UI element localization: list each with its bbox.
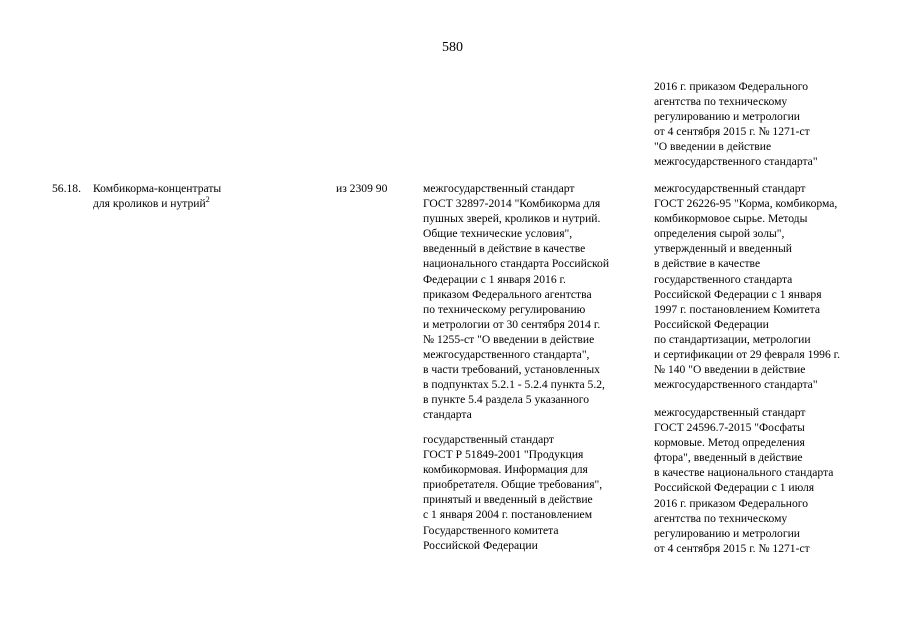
text-line: ГОСТ 32897-2014 "Комбикорма для [423,197,601,211]
text-line: приобретателя. Общие требования", [423,478,603,492]
text-line: государственный стандарт [423,433,554,446]
text-line: в части требований, установленных [423,363,600,377]
text-line: пушных зверей, кроликов и нутрий. [423,212,601,226]
text-line: № 1255-ст "О введении в действие [423,332,595,346]
tn-ved-code: из 2309 90 [336,182,388,195]
text-line: регулированию и метрологии [654,110,800,124]
text-line: 1997 г. постановлением Комитета [654,302,821,316]
text-line: межгосударственный стандарт [654,406,806,419]
text-line: приказом Федерального агентства [423,287,592,301]
text-line: от 4 сентября 2015 г. № 1271-ст [654,541,810,555]
product-name-line: Комбикорма-концентраты [93,182,222,195]
text-line: по стандартизации, метрологии [654,332,811,346]
product-name-text: для кроликов и нутрий [93,197,206,211]
text-line: стандарта [423,408,472,422]
row-number: 56.18. [52,182,81,195]
text-line: с 1 января 2004 г. постановлением [423,508,593,522]
product-name-line [93,196,221,211]
text-line: и метрологии от 30 сентября 2014 г. [423,317,601,331]
text-line: национального стандарта Российской [423,257,610,271]
product-name [93,181,221,211]
method-standard-block [654,181,840,392]
text-line: в действие в качестве [654,257,761,271]
text-line: по техническому регулированию [423,302,586,316]
page-number: 580 [442,40,463,55]
text-line: государственного стандарта [654,272,793,286]
text-line: Российской Федерации с 1 июля [654,481,815,495]
text-line: 2016 г. приказом Федерального [654,80,809,93]
text-line: межгосударственного стандарта" [654,155,818,169]
text-line: Государственного комитета [423,523,559,537]
text-line: межгосударственного стандарта" [654,378,818,392]
text-line: кормовые. Метод определения [654,436,805,450]
text-line: в подпунктах 5.2.1 - 5.2.4 пункта 5.2, [423,378,605,392]
text-line: и сертификации от 29 февраля 1996 г. [654,348,841,362]
method-standard-block [654,405,833,556]
text-line: 2016 г. приказом Федерального [654,496,809,510]
text-line: комбикормовое сырье. Методы [654,212,808,226]
text-line: от 4 сентября 2015 г. № 1271-ст [654,125,810,139]
text-line: Российской Федерации с 1 января [654,287,822,301]
text-line: Российской Федерации [654,317,769,331]
standard-block [423,432,602,553]
text-line: фтора", введенный в действие [654,451,803,465]
text-line: агентства по техническому [654,511,788,525]
text-line: введенный в действие в качестве [423,242,586,256]
text-line: агентства по техническому [654,95,788,109]
text-line: Российской Федерации [423,538,538,552]
text-line: регулированию и метрологии [654,526,800,540]
text-line: определения сырой золы", [654,227,785,241]
text-line: ГОСТ Р 51849-2001 "Продукция [423,448,584,462]
text-line: комбикормовая. Информация для [423,463,588,477]
continuation-text [654,79,818,170]
text-line: ГОСТ 24596.7-2015 "Фосфаты [654,421,805,435]
text-line: межгосударственный стандарт [654,182,806,195]
text-line: утвержденный и введенный [654,242,792,256]
text-line: № 140 "О введении в действие [654,363,806,377]
text-line: межгосударственного стандарта", [423,348,590,362]
text-line: ГОСТ 26226-95 "Корма, комбикорма, [654,197,838,211]
text-line: межгосударственный стандарт [423,182,575,195]
text-line: Общие технические условия", [423,227,573,241]
text-line: в пункте 5.4 раздела 5 указанного [423,393,590,407]
standard-block [423,181,609,423]
text-line: принятый и введенный в действие [423,493,593,507]
text-line: Федерации с 1 января 2016 г. [423,272,566,286]
footnote-mark: 2 [205,195,210,205]
text-line: в качестве национального стандарта [654,466,834,480]
text-line: "О введении в действие [654,140,772,154]
